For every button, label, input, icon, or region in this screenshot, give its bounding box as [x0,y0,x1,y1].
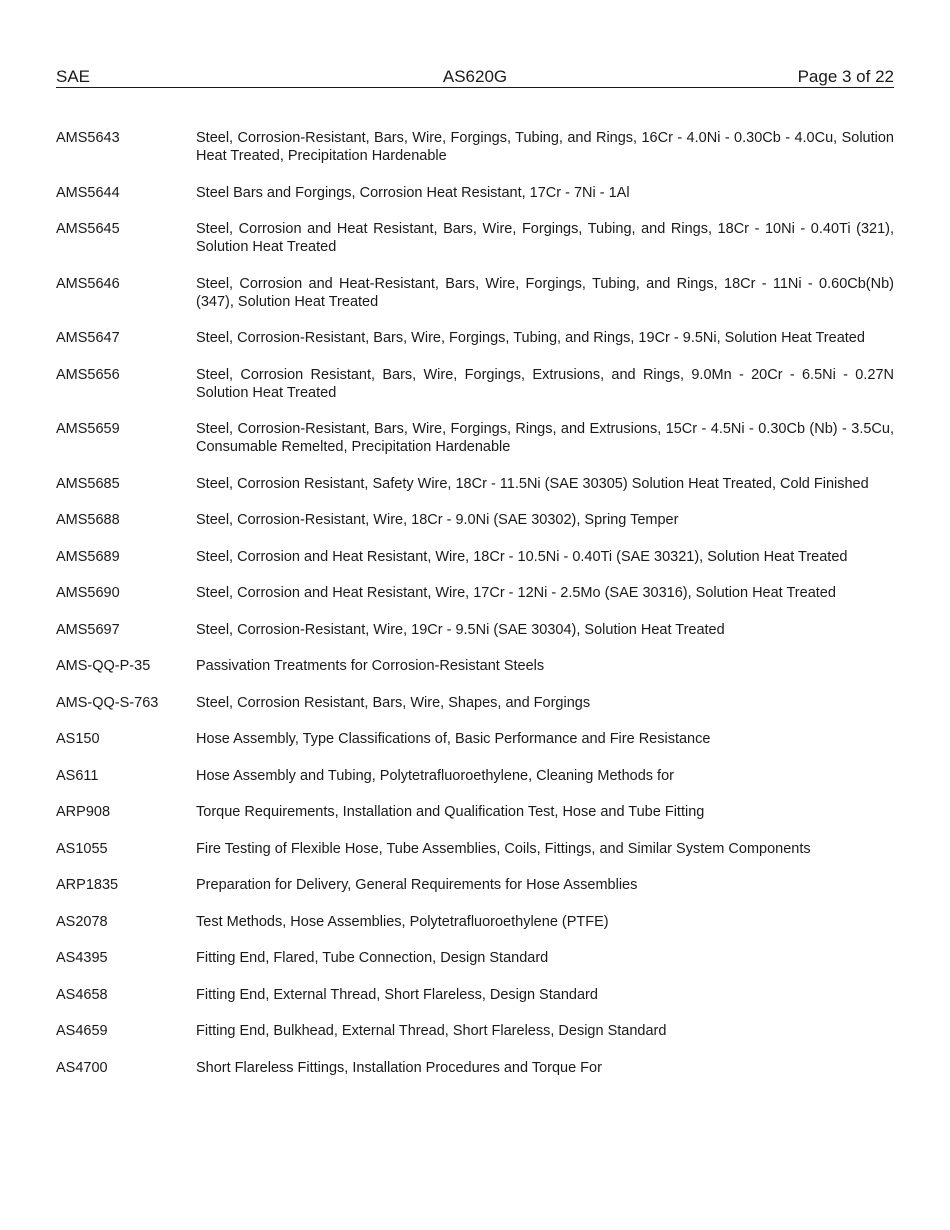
reference-title: Steel, Corrosion Resistant, Bars, Wire, Shapes, and Forgings [196,694,591,711]
reference-row [56,840,894,858]
reference-title: Passivation Treatments for Corrosion-Resistant Steels [196,658,545,674]
reference-title: Steel, Corrosion-Resistant, Bars, Wire, Forgings, Rings, and Extrusions, 15Cr - 4.5Ni - 0.30Cb (Nb) - 3.5Cu, Consumable Remelted, Precipitation Hardenable [196,421,894,455]
reference-title: Steel, Corrosion Resistant, Bars, Wire, Forgings, Extrusions, and Rings, 9.0Mn - 20Cr - 6.5Ni - 0.27N Solution Heat Treated [196,366,894,401]
reference-code: AMS5688 [56,512,120,528]
reference-row [56,1059,894,1077]
reference-code: AMS5644 [56,184,120,201]
reference-row [56,767,894,785]
reference-code: AMS5656 [56,366,120,383]
reference-title: Hose Assembly, Type Classifications of, Basic Performance and Fire Resistance [196,731,711,747]
reference-title: Steel, Corrosion-Resistant, Bars, Wire, Forgings, Tubing, and Rings, 16Cr - 4.0Ni - 0.30Cb - 4.0Cu, Solution Heat Treated, Precipitation Hardenable [196,130,894,164]
reference-code: AS4658 [56,986,108,1003]
page-header [56,67,894,88]
reference-title: Fitting End, External Thread, Short Flareless, Design Standard [196,986,598,1003]
reference-title: Steel, Corrosion-Resistant, Wire, 18Cr - 9.0Ni (SAE 30302), Spring Temper [196,512,679,528]
reference-code: AMS5647 [56,330,120,346]
reference-code: ARP908 [56,804,111,820]
reference-title: Fitting End, Bulkhead, External Thread, Short Flareless, Design Standard [196,1023,667,1039]
reference-row [56,913,894,931]
reference-row [56,420,894,456]
reference-code: AS4659 [56,1023,108,1039]
reference-row [56,184,894,202]
reference-code: AMS5685 [56,475,120,492]
reference-title: Steel, Corrosion Resistant, Safety Wire, 18Cr - 11.5Ni (SAE 30305) Solution Heat Treated, Cold Finished [196,475,869,492]
reference-row [56,621,894,639]
reference-title: Steel, Corrosion-Resistant, Bars, Wire, Forgings, Tubing, and Rings, 19Cr - 9.5Ni, Solution Heat Treated [196,330,865,346]
reference-title: Steel, Corrosion and Heat-Resistant, Bars, Wire, Forgings, Tubing, and Rings, 18Cr - 11Ni - 0.60Cb(Nb) (347), Solution Heat Treated [196,275,894,310]
reference-title: Steel, Corrosion and Heat Resistant, Wire, 18Cr - 10.5Ni - 0.40Ti (SAE 30321), Solution Heat Treated [196,548,848,565]
reference-code: AMS5689 [56,548,120,565]
reference-row [56,511,894,529]
reference-title: Steel Bars and Forgings, Corrosion Heat Resistant, 17Cr - 7Ni - 1Al [196,184,630,201]
reference-row [56,584,894,602]
reference-row [56,220,894,256]
reference-row [56,275,894,311]
reference-row [56,129,894,165]
reference-row [56,949,894,967]
reference-code: AMS5646 [56,275,120,292]
reference-code: ARP1835 [56,877,119,893]
reference-title: Short Flareless Fittings, Installation Procedures and Torque For [196,1059,602,1076]
reference-code: AS611 [56,767,99,784]
reference-title: Preparation for Delivery, General Requirements for Hose Assemblies [196,877,638,893]
reference-row [56,694,894,712]
reference-title: Hose Assembly and Tubing, Polytetrafluoroethylene, Cleaning Methods for [196,767,674,784]
reference-code: AMS5645 [56,221,120,237]
reference-code: AS150 [56,731,100,747]
reference-code: AMS5690 [56,585,120,601]
reference-title: Steel, Corrosion and Heat Resistant, Wire, 17Cr - 12Ni - 2.5Mo (SAE 30316), Solution Heat Treated [196,585,836,601]
reference-row [56,1022,894,1040]
reference-row [56,548,894,566]
reference-title: Torque Requirements, Installation and Qualification Test, Hose and Tube Fitting [196,804,705,820]
reference-row [56,730,894,748]
reference-row [56,475,894,493]
reference-code: AMS5643 [56,130,120,146]
reference-code: AMS-QQ-S-763 [56,694,159,711]
reference-list [56,129,894,1077]
reference-title: Test Methods, Hose Assemblies, Polytetrafluoroethylene (PTFE) [196,913,609,930]
reference-code: AMS5659 [56,421,120,437]
reference-title: Steel, Corrosion and Heat Resistant, Bars, Wire, Forgings, Tubing, and Rings, 18Cr - 10Ni - 0.40Ti (321), Solution Heat Treated [196,221,894,255]
header-document-number: AS620G [442,67,508,86]
reference-row [56,876,894,894]
reference-row [56,329,894,347]
reference-title: Steel, Corrosion-Resistant, Wire, 19Cr - 9.5Ni (SAE 30304), Solution Heat Treated [196,621,725,638]
reference-code: AMS-QQ-P-35 [56,658,151,674]
reference-title: Fire Testing of Flexible Hose, Tube Assemblies, Coils, Fittings, and Similar System Components [196,840,811,857]
reference-row [56,803,894,821]
header-organization: SAE [56,67,91,86]
reference-code: AMS5697 [56,621,120,638]
reference-row [56,657,894,675]
reference-code: AS2078 [56,913,108,930]
reference-code: AS4395 [56,950,108,966]
reference-code: AS4700 [56,1059,108,1076]
reference-row [56,986,894,1004]
reference-code: AS1055 [56,840,108,857]
header-page-number: Page 3 of 22 [797,67,894,86]
reference-row [56,366,894,402]
reference-title: Fitting End, Flared, Tube Connection, Design Standard [196,950,549,966]
